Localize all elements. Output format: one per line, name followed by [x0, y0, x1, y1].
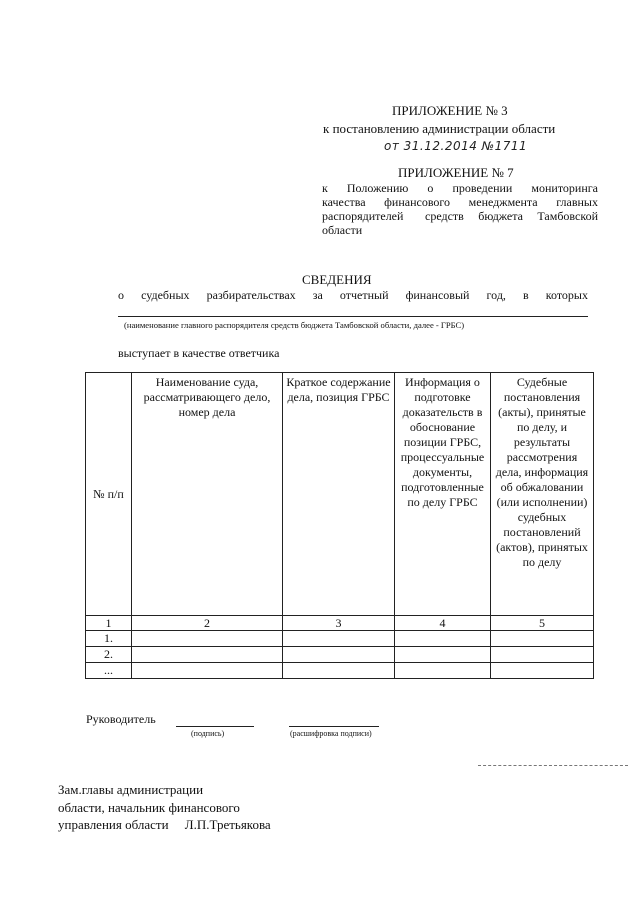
row-number: 2. [86, 647, 132, 663]
empty-cell [491, 631, 594, 647]
footer-line3: управления области Л.П.Третьякова [58, 817, 271, 832]
court-cases-table [85, 372, 594, 679]
empty-cell [283, 663, 395, 679]
table-row [86, 663, 594, 679]
intro-line: о судебных разбирательствах за отчетный финансовый год, в которых [118, 288, 588, 302]
col-number: 4 [395, 616, 491, 631]
appendix3-subtitle: к постановлению администрации области [323, 121, 556, 136]
empty-cell [395, 663, 491, 679]
heading: СВЕДЕНИЯ [302, 272, 372, 287]
header-court: Наименование суда, рассматривающего дело, номер дела [132, 373, 283, 616]
header-number: № п/п [86, 373, 132, 616]
empty-cell [491, 663, 594, 679]
empty-cell [395, 631, 491, 647]
col-number: 1 [86, 616, 132, 631]
handwritten-date: от 31.12.2014 №1711 [384, 139, 528, 153]
footer-line2: области, начальник финансового [58, 800, 240, 815]
org-name-underline [118, 316, 588, 317]
intro-caption: (наименование главного распорядителя средств бюджета Тамбовской области, далее - ГРБС) [124, 320, 465, 330]
table-header-row [86, 373, 594, 616]
table-row [86, 631, 594, 647]
header-decisions: Судебные постановления (акты), принятые по делу, и результаты рассмотрения дела, информация об обжаловании (или исполнении) судебных постановлений (актов), принятых по делу [491, 373, 594, 616]
row-number: 1. [86, 631, 132, 647]
empty-cell [132, 647, 283, 663]
appendix7-line4: области [322, 223, 363, 237]
row-number: ... [86, 663, 132, 679]
appendix7-line2: качества финансового менеджмента главных [322, 195, 598, 209]
empty-cell [132, 631, 283, 647]
role-line: выступает в качестве ответчика [118, 346, 280, 360]
scan-artifact-line [478, 765, 628, 766]
signature-caption: (подпись) [191, 729, 225, 738]
name-caption: (расшифровка подписи) [290, 729, 372, 738]
empty-cell [283, 647, 395, 663]
header-summary: Краткое содержание дела, позиция ГРБС [283, 373, 395, 616]
col-number: 3 [283, 616, 395, 631]
empty-cell [395, 647, 491, 663]
col-number: 2 [132, 616, 283, 631]
appendix7-title: ПРИЛОЖЕНИЕ № 7 [398, 165, 514, 180]
col-number: 5 [491, 616, 594, 631]
empty-cell [132, 663, 283, 679]
signature-label: Руководитель [86, 712, 156, 726]
appendix3-title: ПРИЛОЖЕНИЕ № 3 [392, 103, 508, 118]
signature-line [176, 726, 254, 727]
empty-cell [491, 647, 594, 663]
table-row [86, 647, 594, 663]
header-evidence: Информация о подготовке доказательств в обоснование позиции ГРБС, процессуальные документы, подготовленные по делу ГРБС [395, 373, 491, 616]
footer-line1: Зам.главы администрации [58, 782, 204, 797]
column-numbers-row [86, 616, 594, 631]
appendix7-line1: к Положению о проведении мониторинга [322, 181, 598, 195]
appendix7-line3: распорядителей средств бюджета Тамбовской [322, 209, 598, 223]
name-line [289, 726, 379, 727]
empty-cell [283, 631, 395, 647]
